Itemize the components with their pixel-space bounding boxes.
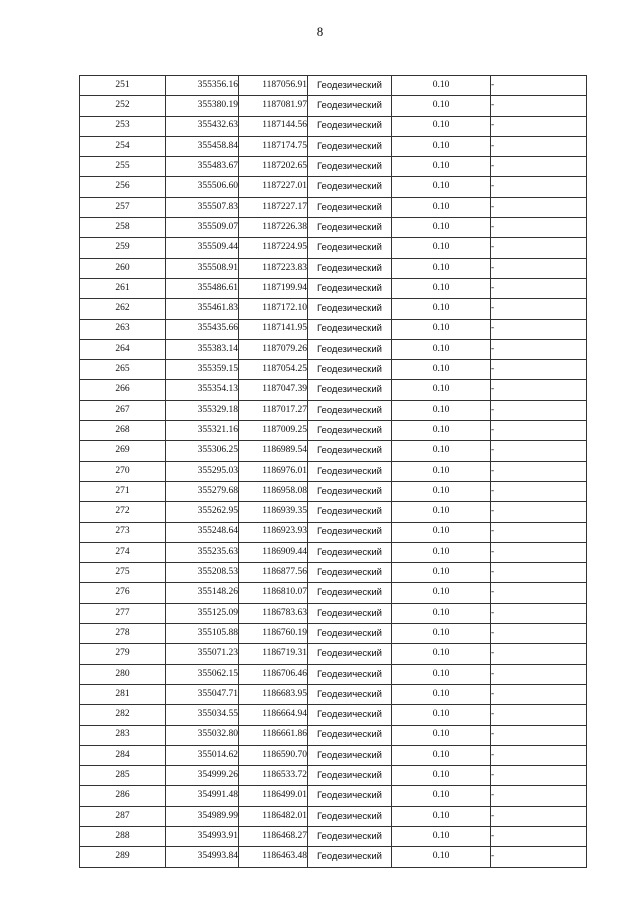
table-row xyxy=(80,705,587,725)
page-number: 8 xyxy=(316,24,324,39)
x-coordinate-cell: 355034.55 xyxy=(166,705,239,725)
point-number-cell: 270 xyxy=(80,461,166,481)
description-cell: - xyxy=(491,542,587,562)
table-row xyxy=(80,380,587,400)
method-cell: Геодезический xyxy=(308,400,392,420)
table-row xyxy=(80,116,587,136)
x-coordinate-cell: 355279.68 xyxy=(166,481,239,501)
y-coordinate-cell: 1187079.26 xyxy=(239,339,308,359)
accuracy-cell: 0.10 xyxy=(392,664,491,684)
x-coordinate-cell: 355306.25 xyxy=(166,441,239,461)
table-row xyxy=(80,299,587,319)
coordinates-table-body xyxy=(80,76,587,868)
point-number-cell: 288 xyxy=(80,826,166,846)
x-coordinate-cell: 355458.84 xyxy=(166,136,239,156)
accuracy-cell: 0.10 xyxy=(392,826,491,846)
description-cell: - xyxy=(491,136,587,156)
method-cell: Геодезический xyxy=(308,218,392,238)
x-coordinate-cell: 355509.44 xyxy=(166,238,239,258)
point-number-cell: 266 xyxy=(80,380,166,400)
point-number-cell: 262 xyxy=(80,299,166,319)
y-coordinate-cell: 1186468.27 xyxy=(239,826,308,846)
method-cell: Геодезический xyxy=(308,116,392,136)
table-row xyxy=(80,76,587,96)
y-coordinate-cell: 1187017.27 xyxy=(239,400,308,420)
method-cell: Геодезический xyxy=(308,624,392,644)
description-cell: - xyxy=(491,319,587,339)
x-coordinate-cell: 354993.91 xyxy=(166,826,239,846)
point-number-cell: 271 xyxy=(80,481,166,501)
method-cell: Геодезический xyxy=(308,684,392,704)
point-number-cell: 286 xyxy=(80,786,166,806)
accuracy-cell: 0.10 xyxy=(392,157,491,177)
y-coordinate-cell: 1187081.97 xyxy=(239,96,308,116)
x-coordinate-cell: 355321.16 xyxy=(166,421,239,441)
x-coordinate-cell: 355435.66 xyxy=(166,319,239,339)
method-cell: Геодезический xyxy=(308,461,392,481)
table-row xyxy=(80,461,587,481)
point-number-cell: 282 xyxy=(80,705,166,725)
x-coordinate-cell: 355354.13 xyxy=(166,380,239,400)
accuracy-cell: 0.10 xyxy=(392,441,491,461)
accuracy-cell: 0.10 xyxy=(392,705,491,725)
description-cell: - xyxy=(491,258,587,278)
y-coordinate-cell: 1186499.01 xyxy=(239,786,308,806)
x-coordinate-cell: 355483.67 xyxy=(166,157,239,177)
y-coordinate-cell: 1186810.07 xyxy=(239,583,308,603)
x-coordinate-cell: 355105.88 xyxy=(166,624,239,644)
accuracy-cell: 0.10 xyxy=(392,725,491,745)
description-cell: - xyxy=(491,766,587,786)
description-cell: - xyxy=(491,400,587,420)
table-row xyxy=(80,360,587,380)
y-coordinate-cell: 1187144.56 xyxy=(239,116,308,136)
table-row xyxy=(80,664,587,684)
method-cell: Геодезический xyxy=(308,380,392,400)
accuracy-cell: 0.10 xyxy=(392,339,491,359)
description-cell: - xyxy=(491,806,587,826)
description-cell: - xyxy=(491,197,587,217)
accuracy-cell: 0.10 xyxy=(392,258,491,278)
point-number-cell: 267 xyxy=(80,400,166,420)
x-coordinate-cell: 355380.19 xyxy=(166,96,239,116)
y-coordinate-cell: 1187227.01 xyxy=(239,177,308,197)
method-cell: Геодезический xyxy=(308,542,392,562)
x-coordinate-cell: 355014.62 xyxy=(166,745,239,765)
table-row xyxy=(80,786,587,806)
y-coordinate-cell: 1186533.72 xyxy=(239,766,308,786)
table-row xyxy=(80,177,587,197)
y-coordinate-cell: 1187227.17 xyxy=(239,197,308,217)
description-cell: - xyxy=(491,116,587,136)
accuracy-cell: 0.10 xyxy=(392,522,491,542)
table-row xyxy=(80,745,587,765)
description-cell: - xyxy=(491,177,587,197)
x-coordinate-cell: 355486.61 xyxy=(166,278,239,298)
x-coordinate-cell: 355248.64 xyxy=(166,522,239,542)
y-coordinate-cell: 1186482.01 xyxy=(239,806,308,826)
method-cell: Геодезический xyxy=(308,563,392,583)
table-row xyxy=(80,522,587,542)
point-number-cell: 255 xyxy=(80,157,166,177)
description-cell: - xyxy=(491,603,587,623)
y-coordinate-cell: 1187199.94 xyxy=(239,278,308,298)
method-cell: Геодезический xyxy=(308,826,392,846)
table-row xyxy=(80,96,587,116)
point-number-cell: 275 xyxy=(80,563,166,583)
method-cell: Геодезический xyxy=(308,136,392,156)
method-cell: Геодезический xyxy=(308,847,392,867)
table-row xyxy=(80,218,587,238)
point-number-cell: 261 xyxy=(80,278,166,298)
method-cell: Геодезический xyxy=(308,299,392,319)
table-row xyxy=(80,624,587,644)
accuracy-cell: 0.10 xyxy=(392,76,491,96)
point-number-cell: 251 xyxy=(80,76,166,96)
y-coordinate-cell: 1186976.01 xyxy=(239,461,308,481)
accuracy-cell: 0.10 xyxy=(392,502,491,522)
method-cell: Геодезический xyxy=(308,319,392,339)
accuracy-cell: 0.10 xyxy=(392,583,491,603)
coordinates-table xyxy=(79,75,587,868)
point-number-cell: 279 xyxy=(80,644,166,664)
table-row xyxy=(80,157,587,177)
accuracy-cell: 0.10 xyxy=(392,136,491,156)
point-number-cell: 278 xyxy=(80,624,166,644)
y-coordinate-cell: 1186683.95 xyxy=(239,684,308,704)
point-number-cell: 273 xyxy=(80,522,166,542)
point-number-cell: 254 xyxy=(80,136,166,156)
accuracy-cell: 0.10 xyxy=(392,421,491,441)
method-cell: Геодезический xyxy=(308,441,392,461)
description-cell: - xyxy=(491,847,587,867)
description-cell: - xyxy=(491,278,587,298)
point-number-cell: 258 xyxy=(80,218,166,238)
point-number-cell: 274 xyxy=(80,542,166,562)
table-row xyxy=(80,725,587,745)
x-coordinate-cell: 355071.23 xyxy=(166,644,239,664)
x-coordinate-cell: 355506.60 xyxy=(166,177,239,197)
method-cell: Геодезический xyxy=(308,157,392,177)
table-row xyxy=(80,136,587,156)
point-number-cell: 252 xyxy=(80,96,166,116)
method-cell: Геодезический xyxy=(308,258,392,278)
method-cell: Геодезический xyxy=(308,76,392,96)
method-cell: Геодезический xyxy=(308,177,392,197)
point-number-cell: 257 xyxy=(80,197,166,217)
table-row xyxy=(80,847,587,867)
table-row xyxy=(80,826,587,846)
y-coordinate-cell: 1187009.25 xyxy=(239,421,308,441)
x-coordinate-cell: 354991.48 xyxy=(166,786,239,806)
accuracy-cell: 0.10 xyxy=(392,542,491,562)
description-cell: - xyxy=(491,644,587,664)
method-cell: Геодезический xyxy=(308,806,392,826)
point-number-cell: 283 xyxy=(80,725,166,745)
accuracy-cell: 0.10 xyxy=(392,299,491,319)
y-coordinate-cell: 1187172.10 xyxy=(239,299,308,319)
table-row xyxy=(80,481,587,501)
table-row xyxy=(80,258,587,278)
method-cell: Геодезический xyxy=(308,96,392,116)
accuracy-cell: 0.10 xyxy=(392,481,491,501)
y-coordinate-cell: 1186939.35 xyxy=(239,502,308,522)
description-cell: - xyxy=(491,380,587,400)
point-number-cell: 285 xyxy=(80,766,166,786)
point-number-cell: 253 xyxy=(80,116,166,136)
y-coordinate-cell: 1186909.44 xyxy=(239,542,308,562)
x-coordinate-cell: 355461.83 xyxy=(166,299,239,319)
method-cell: Геодезический xyxy=(308,583,392,603)
x-coordinate-cell: 355508.91 xyxy=(166,258,239,278)
method-cell: Геодезический xyxy=(308,664,392,684)
description-cell: - xyxy=(491,563,587,583)
accuracy-cell: 0.10 xyxy=(392,177,491,197)
accuracy-cell: 0.10 xyxy=(392,786,491,806)
accuracy-cell: 0.10 xyxy=(392,624,491,644)
y-coordinate-cell: 1187174.75 xyxy=(239,136,308,156)
description-cell: - xyxy=(491,339,587,359)
y-coordinate-cell: 1186661.86 xyxy=(239,725,308,745)
description-cell: - xyxy=(491,826,587,846)
method-cell: Геодезический xyxy=(308,745,392,765)
point-number-cell: 284 xyxy=(80,745,166,765)
method-cell: Геодезический xyxy=(308,339,392,359)
table-row xyxy=(80,684,587,704)
method-cell: Геодезический xyxy=(308,644,392,664)
method-cell: Геодезический xyxy=(308,421,392,441)
y-coordinate-cell: 1186923.93 xyxy=(239,522,308,542)
description-cell: - xyxy=(491,481,587,501)
y-coordinate-cell: 1187054.25 xyxy=(239,360,308,380)
table-row xyxy=(80,400,587,420)
table-row xyxy=(80,766,587,786)
accuracy-cell: 0.10 xyxy=(392,563,491,583)
table-row xyxy=(80,502,587,522)
method-cell: Геодезический xyxy=(308,481,392,501)
accuracy-cell: 0.10 xyxy=(392,96,491,116)
description-cell: - xyxy=(491,238,587,258)
accuracy-cell: 0.10 xyxy=(392,360,491,380)
method-cell: Геодезический xyxy=(308,705,392,725)
point-number-cell: 280 xyxy=(80,664,166,684)
point-number-cell: 269 xyxy=(80,441,166,461)
y-coordinate-cell: 1187202.65 xyxy=(239,157,308,177)
y-coordinate-cell: 1186760.19 xyxy=(239,624,308,644)
point-number-cell: 265 xyxy=(80,360,166,380)
x-coordinate-cell: 355507.83 xyxy=(166,197,239,217)
x-coordinate-cell: 355062.15 xyxy=(166,664,239,684)
table-row xyxy=(80,238,587,258)
x-coordinate-cell: 354993.84 xyxy=(166,847,239,867)
y-coordinate-cell: 1186463.48 xyxy=(239,847,308,867)
table-row xyxy=(80,421,587,441)
point-number-cell: 260 xyxy=(80,258,166,278)
method-cell: Геодезический xyxy=(308,786,392,806)
accuracy-cell: 0.10 xyxy=(392,400,491,420)
x-coordinate-cell: 355047.71 xyxy=(166,684,239,704)
accuracy-cell: 0.10 xyxy=(392,684,491,704)
y-coordinate-cell: 1186590.70 xyxy=(239,745,308,765)
description-cell: - xyxy=(491,502,587,522)
accuracy-cell: 0.10 xyxy=(392,461,491,481)
table-row xyxy=(80,603,587,623)
x-coordinate-cell: 355295.03 xyxy=(166,461,239,481)
point-number-cell: 256 xyxy=(80,177,166,197)
x-coordinate-cell: 355148.26 xyxy=(166,583,239,603)
description-cell: - xyxy=(491,299,587,319)
x-coordinate-cell: 355356.16 xyxy=(166,76,239,96)
accuracy-cell: 0.10 xyxy=(392,380,491,400)
x-coordinate-cell: 355432.63 xyxy=(166,116,239,136)
method-cell: Геодезический xyxy=(308,603,392,623)
y-coordinate-cell: 1186783.63 xyxy=(239,603,308,623)
method-cell: Геодезический xyxy=(308,502,392,522)
x-coordinate-cell: 355262.95 xyxy=(166,502,239,522)
accuracy-cell: 0.10 xyxy=(392,116,491,136)
point-number-cell: 289 xyxy=(80,847,166,867)
table-row xyxy=(80,278,587,298)
description-cell: - xyxy=(491,461,587,481)
y-coordinate-cell: 1187226.38 xyxy=(239,218,308,238)
accuracy-cell: 0.10 xyxy=(392,278,491,298)
x-coordinate-cell: 355359.15 xyxy=(166,360,239,380)
accuracy-cell: 0.10 xyxy=(392,745,491,765)
point-number-cell: 259 xyxy=(80,238,166,258)
description-cell: - xyxy=(491,76,587,96)
x-coordinate-cell: 355383.14 xyxy=(166,339,239,359)
accuracy-cell: 0.10 xyxy=(392,218,491,238)
description-cell: - xyxy=(491,624,587,644)
table-row xyxy=(80,542,587,562)
point-number-cell: 287 xyxy=(80,806,166,826)
table-row xyxy=(80,339,587,359)
accuracy-cell: 0.10 xyxy=(392,847,491,867)
table-row xyxy=(80,644,587,664)
description-cell: - xyxy=(491,664,587,684)
y-coordinate-cell: 1186989.54 xyxy=(239,441,308,461)
y-coordinate-cell: 1187141.95 xyxy=(239,319,308,339)
y-coordinate-cell: 1186958.08 xyxy=(239,481,308,501)
accuracy-cell: 0.10 xyxy=(392,319,491,339)
x-coordinate-cell: 355125.09 xyxy=(166,603,239,623)
point-number-cell: 272 xyxy=(80,502,166,522)
method-cell: Геодезический xyxy=(308,725,392,745)
x-coordinate-cell: 355032.80 xyxy=(166,725,239,745)
description-cell: - xyxy=(491,421,587,441)
description-cell: - xyxy=(491,360,587,380)
y-coordinate-cell: 1186706.46 xyxy=(239,664,308,684)
description-cell: - xyxy=(491,786,587,806)
y-coordinate-cell: 1186877.56 xyxy=(239,563,308,583)
table-row xyxy=(80,583,587,603)
y-coordinate-cell: 1186664.94 xyxy=(239,705,308,725)
y-coordinate-cell: 1187223.83 xyxy=(239,258,308,278)
accuracy-cell: 0.10 xyxy=(392,238,491,258)
description-cell: - xyxy=(491,583,587,603)
table-row xyxy=(80,563,587,583)
y-coordinate-cell: 1187224.95 xyxy=(239,238,308,258)
point-number-cell: 268 xyxy=(80,421,166,441)
accuracy-cell: 0.10 xyxy=(392,806,491,826)
method-cell: Геодезический xyxy=(308,238,392,258)
description-cell: - xyxy=(491,218,587,238)
table-row xyxy=(80,806,587,826)
description-cell: - xyxy=(491,441,587,461)
x-coordinate-cell: 355208.53 xyxy=(166,563,239,583)
y-coordinate-cell: 1187047.39 xyxy=(239,380,308,400)
description-cell: - xyxy=(491,705,587,725)
y-coordinate-cell: 1186719.31 xyxy=(239,644,308,664)
method-cell: Геодезический xyxy=(308,360,392,380)
point-number-cell: 276 xyxy=(80,583,166,603)
accuracy-cell: 0.10 xyxy=(392,644,491,664)
description-cell: - xyxy=(491,157,587,177)
method-cell: Геодезический xyxy=(308,197,392,217)
accuracy-cell: 0.10 xyxy=(392,603,491,623)
point-number-cell: 263 xyxy=(80,319,166,339)
point-number-cell: 277 xyxy=(80,603,166,623)
table-row xyxy=(80,441,587,461)
description-cell: - xyxy=(491,96,587,116)
x-coordinate-cell: 354989.99 xyxy=(166,806,239,826)
description-cell: - xyxy=(491,522,587,542)
description-cell: - xyxy=(491,684,587,704)
x-coordinate-cell: 354999.26 xyxy=(166,766,239,786)
accuracy-cell: 0.10 xyxy=(392,197,491,217)
description-cell: - xyxy=(491,725,587,745)
table-row xyxy=(80,319,587,339)
method-cell: Геодезический xyxy=(308,766,392,786)
table-row xyxy=(80,197,587,217)
point-number-cell: 264 xyxy=(80,339,166,359)
accuracy-cell: 0.10 xyxy=(392,766,491,786)
point-number-cell: 281 xyxy=(80,684,166,704)
x-coordinate-cell: 355509.07 xyxy=(166,218,239,238)
method-cell: Геодезический xyxy=(308,522,392,542)
x-coordinate-cell: 355329.18 xyxy=(166,400,239,420)
x-coordinate-cell: 355235.63 xyxy=(166,542,239,562)
description-cell: - xyxy=(491,745,587,765)
y-coordinate-cell: 1187056.91 xyxy=(239,76,308,96)
method-cell: Геодезический xyxy=(308,278,392,298)
